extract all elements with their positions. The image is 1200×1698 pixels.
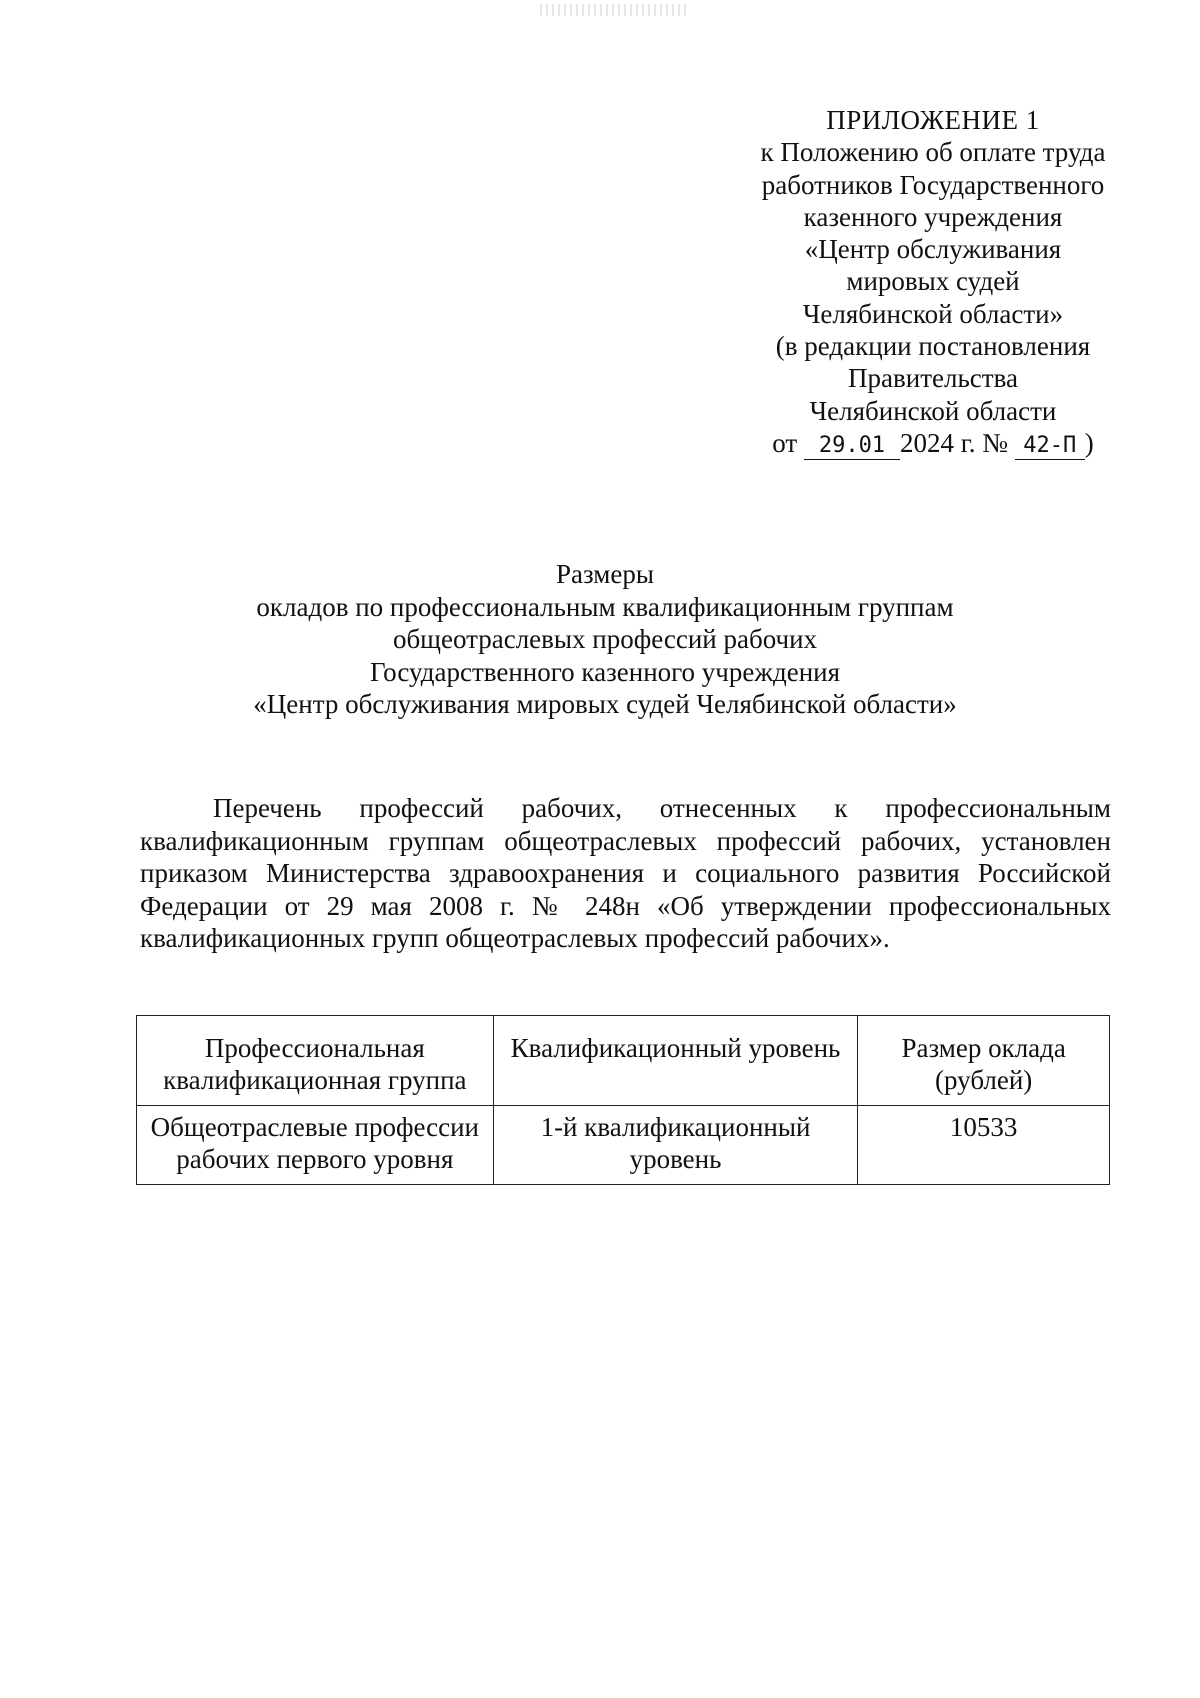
date-prefix: от (772, 427, 798, 458)
date-close: ) (1084, 427, 1094, 458)
resolution-number: 42-П (1015, 433, 1085, 460)
resolution-date-line (748, 427, 1118, 460)
date-year: 2024 г. № (899, 427, 1008, 458)
salary-table (136, 1015, 1110, 1185)
resolution-date: 29.01 (804, 433, 900, 460)
body-paragraph: Перечень профессий рабочих, отнесенных к профессиональным квалификационным группам общеотраслевых профессий рабочих, установлен приказом Министерства здравоохранения и социального развития Российской Федерации от 29 мая 2008 г. № 248н «Об утверждении профессиональных квалификационных групп общеотраслевых профессий рабочих». (140, 793, 1111, 953)
table-cell: 10533 (858, 1106, 1110, 1185)
table-header-cell: Размер оклада (рублей) (858, 1016, 1110, 1106)
appendix-line: работников Государственного (761, 169, 1105, 200)
appendix-line: «Центр обслуживания (804, 234, 1062, 265)
table-cell: Общеотраслевые профессии рабочих первого уровня (137, 1106, 494, 1185)
appendix-line: казенного учреждения (803, 201, 1063, 232)
heading-line: Размеры (556, 559, 654, 589)
appendix-line: Челябинской области (809, 395, 1057, 426)
table-cell: 1-й квалификационный уровень (493, 1106, 858, 1185)
appendix-line: Челябинской области» (802, 298, 1064, 329)
table-header-cell: Квалификационный уровень (493, 1016, 858, 1106)
heading-line: Государственного казенного учреждения (369, 656, 841, 687)
appendix-line: к Положению об оплате труда (760, 137, 1106, 168)
heading-line: «Центр обслуживания мировых судей Челябинской области» (253, 689, 957, 719)
scan-artifact (540, 4, 690, 16)
heading-line: общеотраслевых профессий рабочих (392, 624, 818, 654)
appendix-line: Правительства (848, 363, 1018, 394)
heading-line: окладов по профессиональным квалификационным группам (256, 591, 954, 622)
appendix-line: мировых судей (846, 266, 1020, 297)
appendix-title: ПРИЛОЖЕНИЕ 1 (826, 105, 1040, 135)
table-header-cell: Профессиональная квалификационная группа (137, 1016, 494, 1106)
table-row (137, 1106, 1110, 1185)
table-header-row (137, 1016, 1110, 1106)
document-heading (140, 558, 1070, 721)
appendix-line: (в редакции постановления (775, 331, 1091, 362)
appendix-header (748, 104, 1118, 460)
